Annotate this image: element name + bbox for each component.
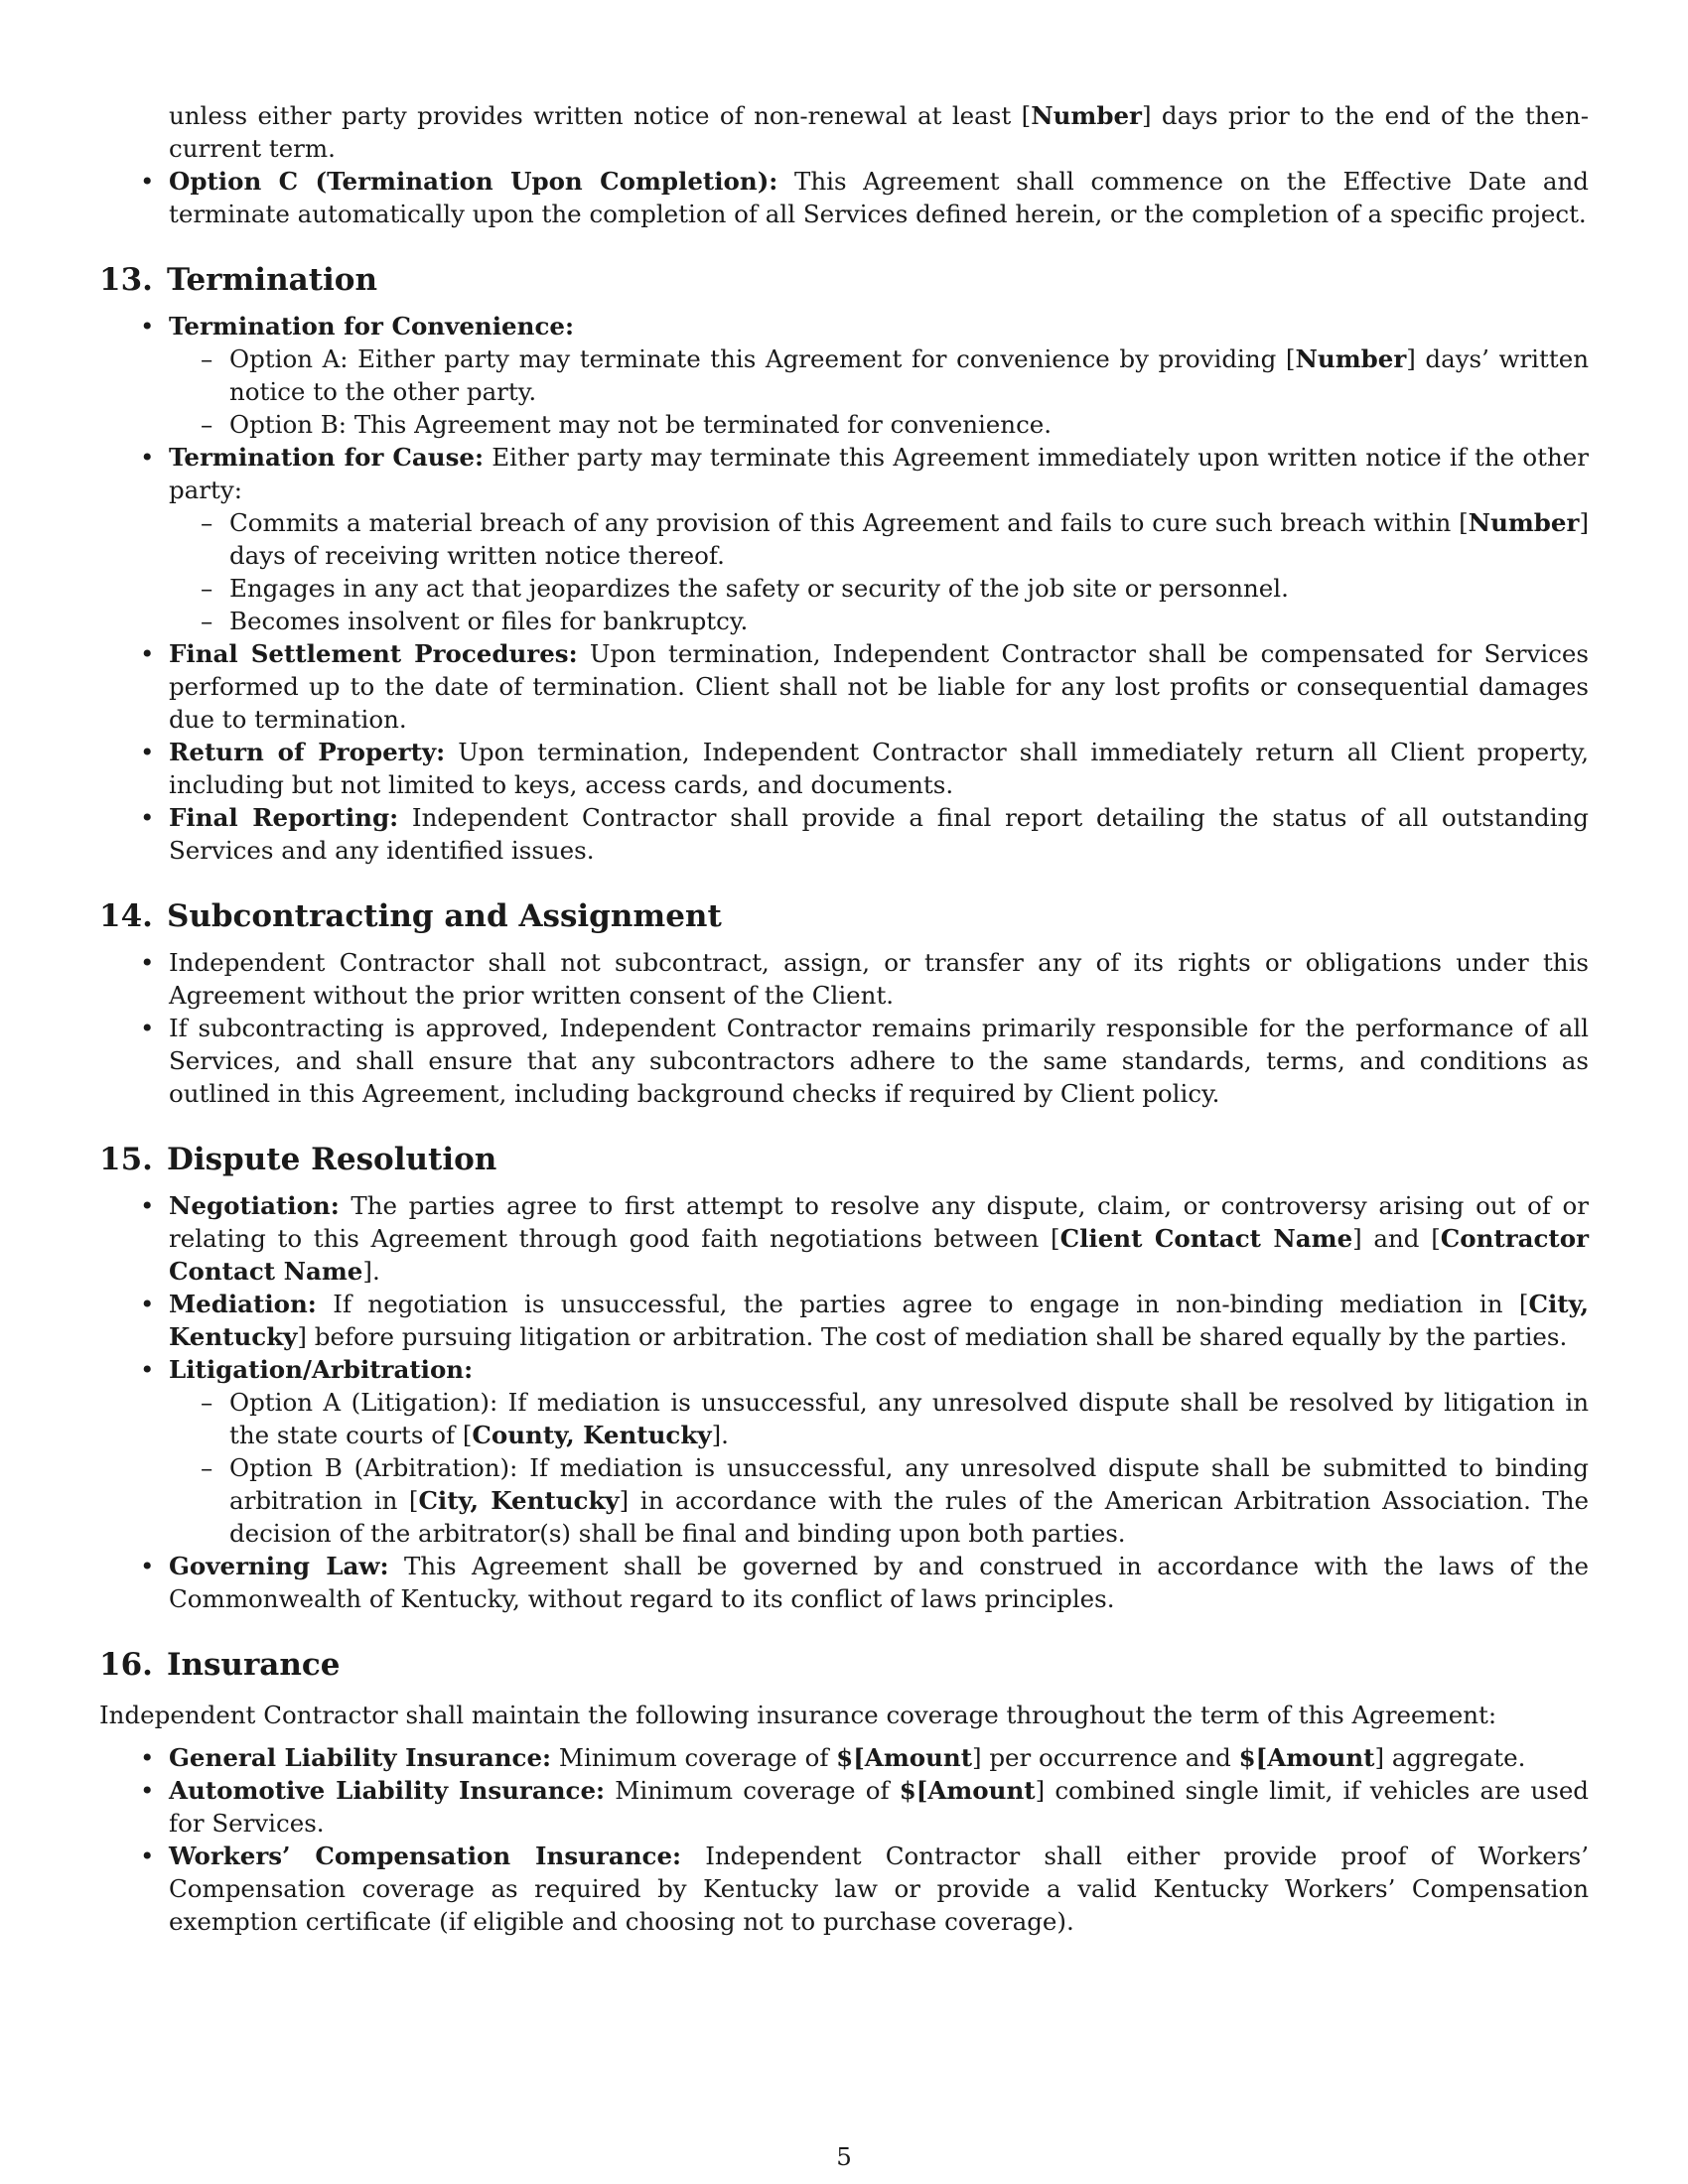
list-item: • Independent Contractor shall not subcontract, assign, or transfer any of its rights or obligations under this Agreement without the prior written consent of the Client. (140, 948, 1589, 1010)
dash-icon: – (201, 344, 213, 373)
dash-icon: – (201, 410, 213, 439)
section-16-list (99, 1741, 1589, 1938)
bullet-icon: • (140, 639, 155, 668)
litigation-option-a: – Option A (Litigation): If mediation is unsuccessful, any unresolved dispute shall be resolved by litigation in the state courts of [County, Kentucky]. (201, 1388, 1589, 1449)
section-12-list (99, 165, 1589, 230)
bullet-icon: • (140, 312, 155, 341)
termination-cause-item: • Termination for Cause: Either party may terminate this Agreement immediately upon written notice if the other party: – Commits a material breach of any provision of this Agreement and fails to cure such breach within [Number] days of receiving written notice thereof. – Engages in any act that jeopardizes the safety or security of the job site or personnel. – Becomes insolvent or files for bankruptcy. (140, 443, 1589, 635)
bullet-icon: • (140, 948, 155, 977)
general-liability-item: • General Liability Insurance: Minimum coverage of $[Amount] per occurrence and $[Amount] aggregate. (140, 1743, 1526, 1772)
bullet-icon: • (140, 1776, 155, 1805)
convenience-options (169, 342, 1589, 441)
section-13-heading: 13. Termination (99, 262, 378, 298)
bullet-icon: • (140, 1743, 155, 1772)
return-property-item: • Return of Property: Upon termination, Independent Contractor shall immediately return all Client property, including but not limited to keys, access cards, and documents. (140, 738, 1589, 799)
dash-icon: – (201, 1388, 213, 1417)
cause-condition: – Commits a material breach of any provision of this Agreement and fails to cure such breach within [Number] days of receiving written notice thereof. (201, 508, 1589, 570)
bullet-icon: • (140, 1014, 155, 1042)
term-continuation: unless either party provides written notice of non-renewal at least [Number] days prior to the end of the then-current term. (169, 101, 1590, 163)
bullet-icon: • (140, 1191, 155, 1220)
page-number: 5 (836, 2142, 852, 2171)
section-14-list (99, 946, 1589, 1110)
dash-icon: – (201, 1453, 213, 1482)
final-reporting-item: • Final Reporting: Independent Contractor shall provide a final report detailing the status of all outstanding Services and any identified issues. (140, 803, 1589, 865)
termination-convenience-item: • Termination for Convenience: – Option A: Either party may terminate this Agreement for convenience by providing [Number] days’ written notice to the other party. – Option B: This Agreement may not be terminated for convenience. (140, 312, 1589, 439)
dash-icon: – (201, 607, 213, 635)
workers-compensation-item: • Workers’ Compensation Insurance: Independent Contractor shall either provide proof of Workers’ Compensation coverage as required by Kentucky law or provide a valid Kentucky Workers’ Compensation exemption certificate (if eligible and choosing not to purchase coverage). (140, 1842, 1589, 1936)
cause-condition: – Engages in any act that jeopardizes the safety or security of the job site or personnel. (201, 574, 1289, 603)
final-settlement-item: • Final Settlement Procedures: Upon termination, Independent Contractor shall be compensated for Services performed up to the date of termination. Client shall not be liable for any lost profits or consequential damages due to termination. (140, 639, 1589, 734)
litigation-options (169, 1386, 1589, 1550)
bullet-icon: • (140, 1552, 155, 1580)
convenience-option-a: – Option A: Either party may terminate this Agreement for convenience by providing [Number] days’ written notice to the other party. (201, 344, 1589, 406)
section-15-heading: 15. Dispute Resolution (99, 1142, 497, 1177)
mediation-item: • Mediation: If negotiation is unsuccessful, the parties agree to engage in non-binding mediation in [City, Kentucky] before pursuing litigation or arbitration. The cost of mediation shall be shared equally by the parties. (140, 1290, 1589, 1351)
section-16 (99, 1645, 1589, 1938)
section-15 (99, 1140, 1589, 1615)
bullet-icon: • (140, 1842, 155, 1870)
arbitration-option-b: – Option B (Arbitration): If mediation is unsuccessful, any unresolved dispute shall be submitted to binding arbitration in [City, Kentucky] in accordance with the rules of the American Arbitration Association. The decision of the arbitrator(s) shall be final and binding upon both parties. (201, 1453, 1589, 1548)
cause-conditions (169, 506, 1589, 637)
section-13 (99, 260, 1589, 867)
section-14-heading: 14. Subcontracting and Assignment (99, 898, 722, 934)
bullet-icon: • (140, 803, 155, 832)
section-14 (99, 896, 1589, 1110)
option-c-item: • Option C (Termination Upon Completion): This Agreement shall commence on the Effective Date and terminate automatically upon the completion of all Services defined herein, or the completion of a specific project. (140, 167, 1589, 228)
bullet-icon: • (140, 1355, 155, 1384)
cause-condition: – Becomes insolvent or files for bankruptcy. (201, 607, 749, 635)
document-page (99, 99, 1589, 1938)
litigation-arbitration-item: • Litigation/Arbitration: – Option A (Litigation): If mediation is unsuccessful, any unresolved dispute shall be resolved by litigation in the state courts of [County, Kentucky]. – Option B (Arbitration): If mediation is unsuccessful, any unresolved dispute shall be submitted to binding arbitration in [City, Kentucky] in accordance with the rules of the American Arbitration Association. The decision of the arbitrator(s) shall be final and binding upon both parties. (140, 1355, 1589, 1548)
section-15-list (99, 1189, 1589, 1615)
list-item: • If subcontracting is approved, Independent Contractor remains primarily responsible for the performance of all Services, and shall ensure that any subcontractors adhere to the same standards, terms, and conditions as outlined in this Agreement, including background checks if required by Client policy. (140, 1014, 1589, 1108)
section-16-heading: 16. Insurance (99, 1647, 341, 1683)
bullet-icon: • (140, 1290, 155, 1318)
convenience-option-b: – Option B: This Agreement may not be terminated for convenience. (201, 410, 1053, 439)
bullet-icon: • (140, 167, 155, 196)
dash-icon: – (201, 508, 213, 537)
bullet-icon: • (140, 443, 155, 472)
automotive-liability-item: • Automotive Liability Insurance: Minimum coverage of $[Amount] combined single limit, if vehicles are used for Services. (140, 1776, 1589, 1838)
negotiation-item: • Negotiation: The parties agree to first attempt to resolve any dispute, claim, or controversy arising out of or relating to this Agreement through good faith negotiations between [Client Contact Name] and [Contractor Contact Name]. (140, 1191, 1590, 1286)
bullet-icon: • (140, 738, 155, 766)
dash-icon: – (201, 574, 213, 603)
section-13-list (99, 310, 1589, 867)
governing-law-item: • Governing Law: This Agreement shall be governed by and construed in accordance with the laws of the Commonwealth of Kentucky, without regard to its conflict of laws principles. (140, 1552, 1589, 1613)
insurance-intro: Independent Contractor shall maintain the following insurance coverage throughout the term of this Agreement: (99, 1701, 1497, 1729)
